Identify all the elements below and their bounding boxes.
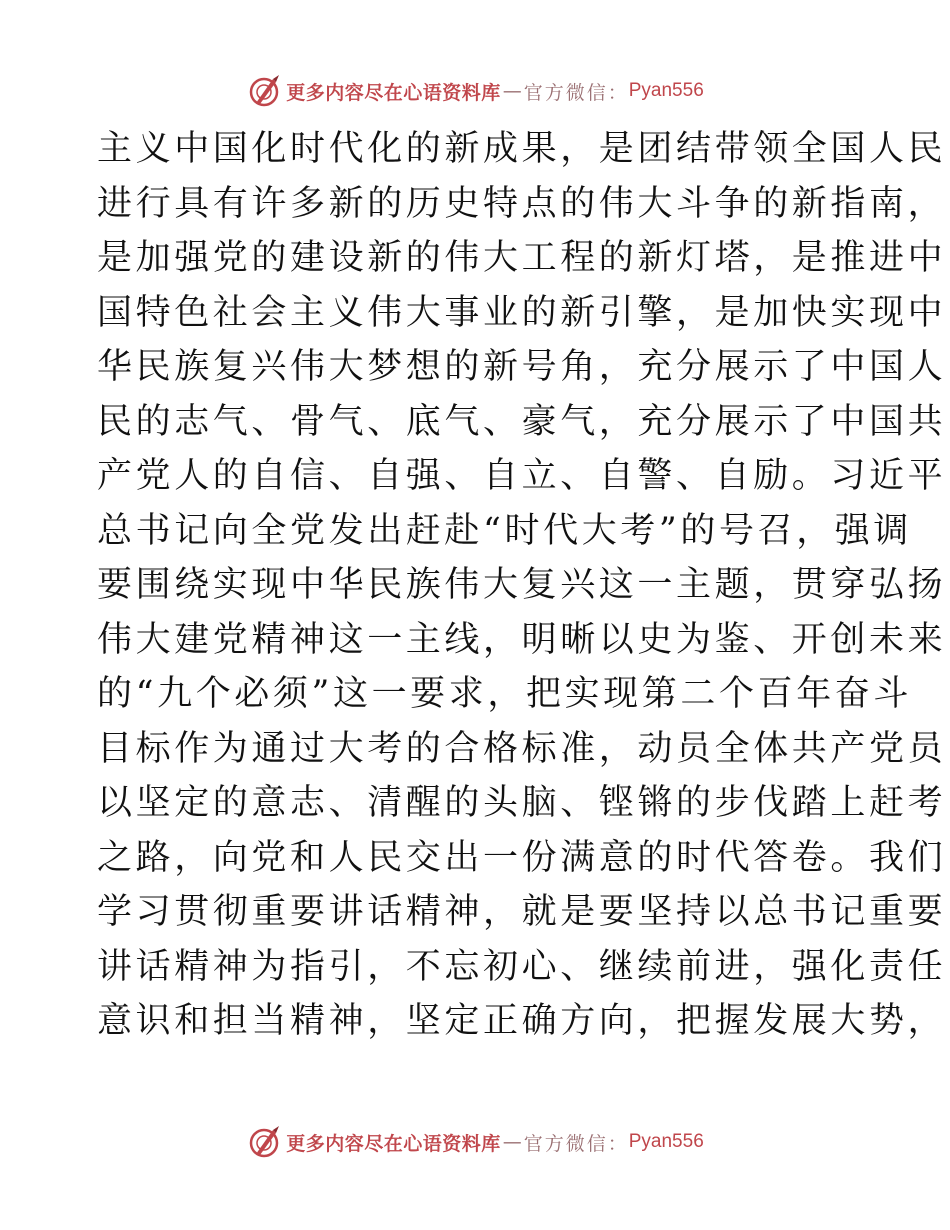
text-line: 意识和担当精神，坚定正确方向，把握发展大势，: [97, 1001, 947, 1041]
text-line: 目标作为通过大考的合格标准，动员全体共产党员: [97, 728, 947, 769]
text-line: 以坚定的意志、清醒的头脑、铿锵的步伐踏上赶考: [97, 783, 947, 823]
quill-logo-icon: [246, 73, 282, 109]
text-line: 伟大建党精神这一主线，明晰以史为鉴、开创未来: [97, 619, 947, 660]
text-line: 总书记向全党发出赶赴“时代大考”的号召，强调: [97, 510, 912, 551]
document-body: [97, 122, 947, 1049]
text-line: 民的志气、骨气、底气、豪气，充分展示了中国共: [97, 401, 947, 442]
banner-main-text: 更多内容尽在心语资料库: [286, 1132, 501, 1155]
banner-wechat-label: 官方微信：: [523, 81, 629, 104]
text-line: 之路，向党和人民交出一份满意的时代答卷。我们: [97, 837, 947, 878]
text-line: 国特色社会主义伟大事业的新引擎，是加快实现中: [97, 292, 947, 333]
header-banner: [0, 71, 950, 111]
banner-wechat-id: Pyan556: [628, 1131, 704, 1152]
text-line: 是加强党的建设新的伟大工程的新灯塔，是推进中: [97, 238, 947, 278]
banner-text: [286, 1129, 704, 1156]
banner-text: [286, 78, 704, 105]
banner-separator: —: [502, 80, 522, 102]
banner-separator: —: [502, 1131, 522, 1153]
text-line: 华民族复兴伟大梦想的新号角，充分展示了中国人: [97, 347, 947, 387]
banner-wechat-id: Pyan556: [628, 80, 704, 101]
text-line: 讲话精神为指引，不忘初心、继续前进，强化责任: [97, 946, 947, 987]
text-line: 主义中国化时代化的新成果，是团结带领全国人民: [97, 129, 947, 169]
quill-logo-icon: [246, 1124, 282, 1160]
text-line: 产党人的自信、自强、自立、自警、自励。习近平: [97, 456, 947, 496]
banner-main-text: 更多内容尽在心语资料库: [286, 81, 501, 104]
text-line: 要围绕实现中华民族伟大复兴这一主题，贯穿弘扬: [97, 565, 947, 605]
text-line: 学习贯彻重要讲话精神，就是要坚持以总书记重要: [97, 892, 947, 932]
banner-wechat-label: 官方微信：: [523, 1132, 629, 1155]
text-line: 的“九个必须”这一要求，把实现第二个百年奋斗: [97, 674, 912, 714]
text-line: 进行具有许多新的历史特点的伟大斗争的新指南，: [97, 183, 947, 224]
footer-banner: [0, 1122, 950, 1162]
